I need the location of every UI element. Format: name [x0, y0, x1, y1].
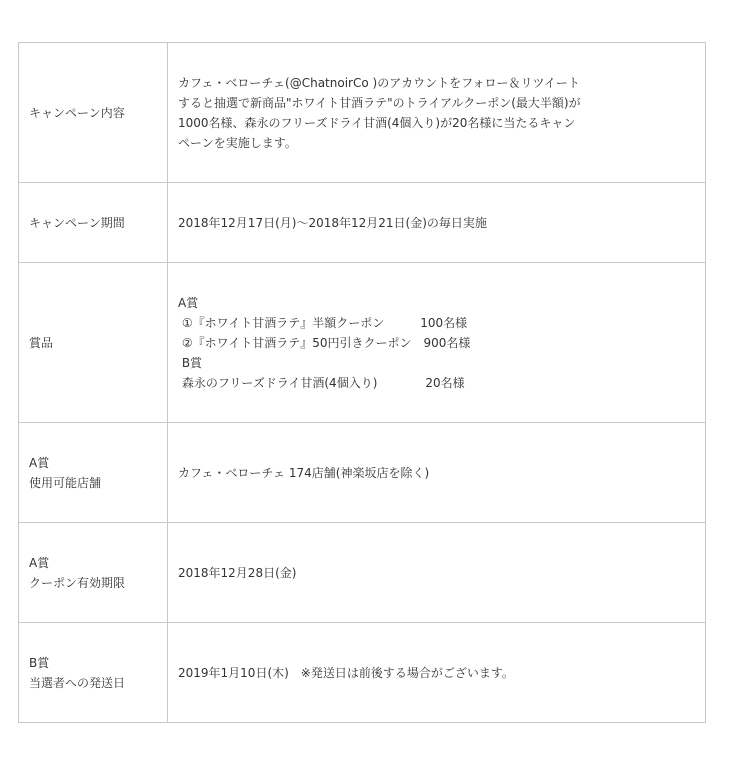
- table-row-available-stores: [19, 423, 706, 523]
- row-label: [19, 263, 168, 423]
- label-line: A賞: [29, 455, 50, 470]
- table-row-campaign-content: [19, 43, 706, 183]
- value-line: A賞: [178, 295, 199, 310]
- table-row-prizes: [19, 263, 706, 423]
- label-line: クーポン有効期限: [29, 575, 126, 590]
- row-label: [19, 623, 168, 723]
- value-line: ②『ホワイト甘酒ラテ』50円引きクーポン 900名様: [178, 335, 471, 350]
- label-line: キャンペーン期間: [29, 215, 125, 230]
- value-line: カフェ・ベローチェ(@ChatnoirCo )のアカウントをフォロー＆リツイート: [178, 75, 580, 90]
- campaign-info-table: [18, 42, 706, 723]
- value-line: ①『ホワイト甘酒ラテ』半額クーポン 100名様: [178, 315, 468, 330]
- row-value: [168, 623, 706, 723]
- value-line: B賞: [178, 355, 203, 370]
- value-line: ペーンを実施します。: [178, 135, 297, 150]
- row-value: [168, 43, 706, 183]
- table-row-coupon-expiry: [19, 523, 706, 623]
- row-value: [168, 423, 706, 523]
- value-line: 森永のフリーズドライ甘酒(4個入り) 20名様: [178, 375, 465, 390]
- row-value: [168, 183, 706, 263]
- value-line: カフェ・ベローチェ 174店舗(神楽坂店を除く): [178, 465, 430, 480]
- row-label: [19, 423, 168, 523]
- value-line: 2018年12月28日(金): [178, 565, 297, 580]
- table-row-shipping-date: [19, 623, 706, 723]
- label-line: B賞: [29, 655, 50, 670]
- row-label: [19, 183, 168, 263]
- value-line: すると抽選で新商品"ホワイト甘酒ラテ"のトライアルクーポン(最大半額)が: [178, 95, 581, 110]
- label-line: 賞品: [29, 335, 54, 350]
- label-line: A賞: [29, 555, 50, 570]
- value-line: 1000名様、森永のフリーズドライ甘酒(4個入り)が20名様に当たるキャン: [178, 115, 576, 130]
- table-row-campaign-period: [19, 183, 706, 263]
- label-line: 使用可能店舗: [29, 475, 102, 490]
- row-label: [19, 523, 168, 623]
- value-line: 2019年1月10日(木) ※発送日は前後する場合がございます。: [178, 665, 514, 680]
- label-line: 当選者への発送日: [29, 675, 126, 690]
- row-value: [168, 263, 706, 423]
- row-value: [168, 523, 706, 623]
- label-line: キャンペーン内容: [29, 105, 125, 120]
- row-label: [19, 43, 168, 183]
- value-line: 2018年12月17日(月)～2018年12月21日(金)の毎日実施: [178, 215, 487, 230]
